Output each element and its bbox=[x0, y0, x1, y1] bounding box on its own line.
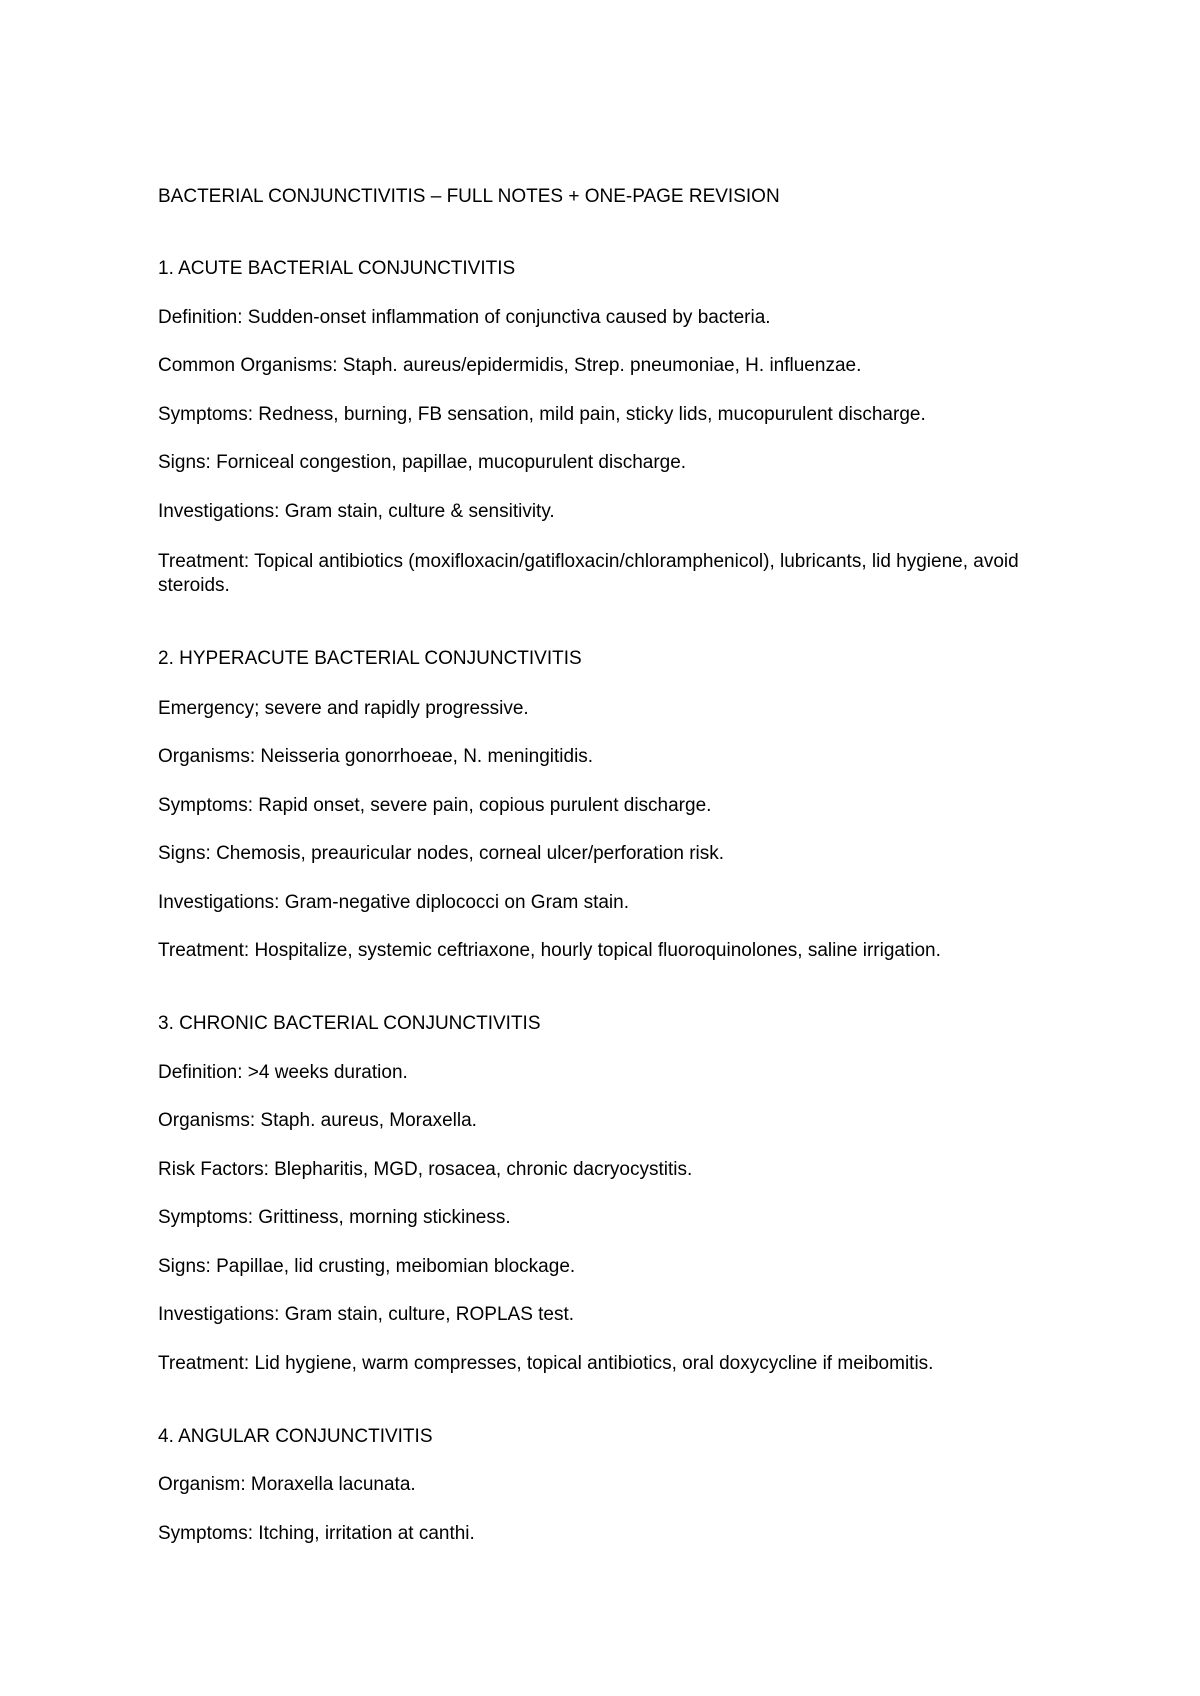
section-2-treatment: Treatment: Hospitalize, systemic ceftriaxone, hourly topical fluoroquinolones, saline irrigation. bbox=[158, 940, 941, 961]
section-2-signs: Signs: Chemosis, preauricular nodes, corneal ulcer/perforation risk. bbox=[158, 843, 725, 864]
section-2-heading: 2. HYPERACUTE BACTERIAL CONJUNCTIVITIS bbox=[158, 648, 582, 669]
section-2-emergency: Emergency; severe and rapidly progressive. bbox=[158, 698, 529, 719]
section-2-organisms: Organisms: Neisseria gonorrhoeae, N. meningitidis. bbox=[158, 746, 594, 767]
document-title: BACTERIAL CONJUNCTIVITIS – FULL NOTES + ONE-PAGE REVISION bbox=[158, 186, 780, 207]
section-3-investigations: Investigations: Gram stain, culture, ROPLAS test. bbox=[158, 1304, 575, 1325]
section-1-treatment: Treatment: Topical antibiotics (moxifloxacin/gatifloxacin/chloramphenicol), lubricants, lid hygiene, avoid steroids. bbox=[158, 551, 1019, 596]
section-1-investigations: Investigations: Gram stain, culture & sensitivity. bbox=[158, 501, 555, 522]
section-1-heading: 1. ACUTE BACTERIAL CONJUNCTIVITIS bbox=[158, 258, 516, 279]
section-1-definition: Definition: Sudden-onset inflammation of conjunctiva caused by bacteria. bbox=[158, 307, 771, 328]
section-4-heading: 4. ANGULAR CONJUNCTIVITIS bbox=[158, 1426, 433, 1447]
section-3-organisms: Organisms: Staph. aureus, Moraxella. bbox=[158, 1110, 477, 1131]
section-1-signs: Signs: Forniceal congestion, papillae, mucopurulent discharge. bbox=[158, 452, 687, 473]
section-4-organism: Organism: Moraxella lacunata. bbox=[158, 1474, 416, 1495]
section-3-signs: Signs: Papillae, lid crusting, meibomian blockage. bbox=[158, 1256, 576, 1277]
section-2-symptoms: Symptoms: Rapid onset, severe pain, copious purulent discharge. bbox=[158, 795, 712, 816]
section-3-risk-factors: Risk Factors: Blepharitis, MGD, rosacea, chronic dacryocystitis. bbox=[158, 1159, 693, 1180]
section-3-heading: 3. CHRONIC BACTERIAL CONJUNCTIVITIS bbox=[158, 1013, 541, 1034]
section-2-investigations: Investigations: Gram-negative diplococci on Gram stain. bbox=[158, 892, 629, 913]
section-1-symptoms: Symptoms: Redness, burning, FB sensation, mild pain, sticky lids, mucopurulent discharge. bbox=[158, 404, 926, 425]
section-1-organisms: Common Organisms: Staph. aureus/epidermidis, Strep. pneumoniae, H. influenzae. bbox=[158, 355, 862, 376]
section-3-symptoms: Symptoms: Grittiness, morning stickiness. bbox=[158, 1207, 511, 1228]
section-4-symptoms: Symptoms: Itching, irritation at canthi. bbox=[158, 1523, 475, 1544]
section-3-definition: Definition: >4 weeks duration. bbox=[158, 1062, 408, 1083]
section-3-treatment: Treatment: Lid hygiene, warm compresses, topical antibiotics, oral doxycycline if meibomitis. bbox=[158, 1353, 934, 1374]
